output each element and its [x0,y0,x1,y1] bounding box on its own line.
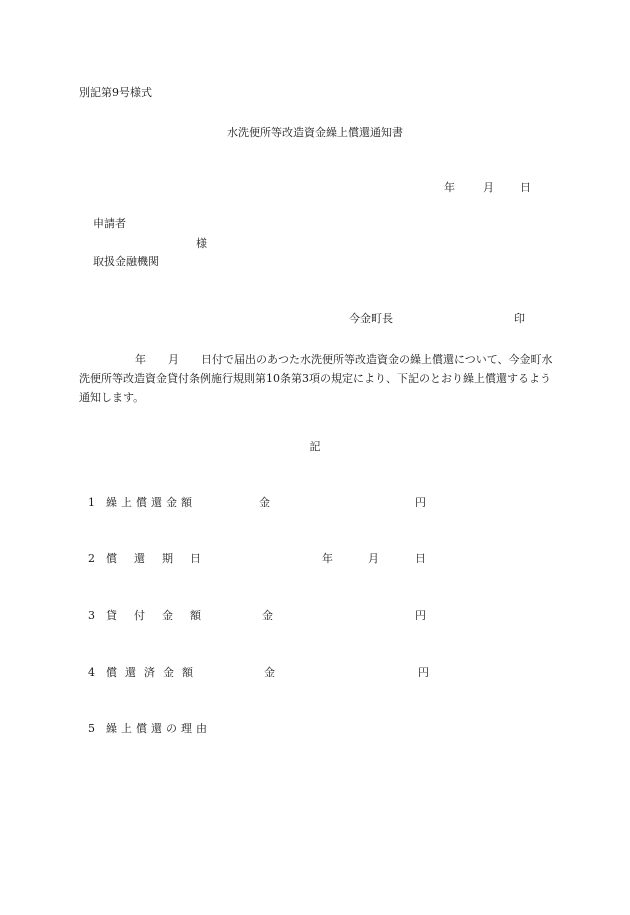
item-number: 1 [88,496,95,509]
issue-date-month: 月 [483,181,494,194]
amount-suffix: 円 [415,609,426,622]
amount-prefix: 金 [264,666,275,679]
issue-date-day: 日 [520,181,531,194]
item-label: 繰上償還の理由 [106,722,211,735]
notice-paragraph: 年 月 日付で届出のあつた水洗便所等改造資金の繰上償還について、今金町水洗便所等改造資金貸付条例施行規則第10条第3項の規定により、下記のとおり繰上償還するよう通知します。 [79,353,553,404]
amount-prefix: 金 [259,496,270,509]
document-title: 水洗便所等改造資金繰上償還通知書 [227,126,403,139]
applicant-label: 申請者 [93,217,126,230]
item-label: 償還期日 [106,552,218,565]
item-number: 4 [88,666,95,679]
item-number: 3 [88,609,95,622]
item-label: 繰上償還金額 [106,496,196,509]
amount-suffix: 円 [415,496,426,509]
seal-mark: 印 [514,312,525,325]
ki-heading: 記 [309,440,321,453]
issue-date [444,181,531,195]
due-date-month: 月 [368,552,379,565]
item-label: 償還済金額 [106,666,201,679]
bank-label: 取扱金融機関 [93,255,159,268]
form-number: 別記第9号様式 [79,86,152,99]
amount-prefix: 金 [262,609,273,622]
issuer-name: 今金町長 [349,312,393,325]
amount-suffix: 円 [418,666,429,679]
honorific: 様 [196,237,207,250]
item-number: 2 [88,552,95,565]
issue-date-year: 年 [444,181,455,194]
item-number: 5 [88,722,95,735]
item-label: 貸付金額 [106,609,218,622]
due-date-day: 日 [415,552,426,565]
due-date-year: 年 [322,552,333,565]
